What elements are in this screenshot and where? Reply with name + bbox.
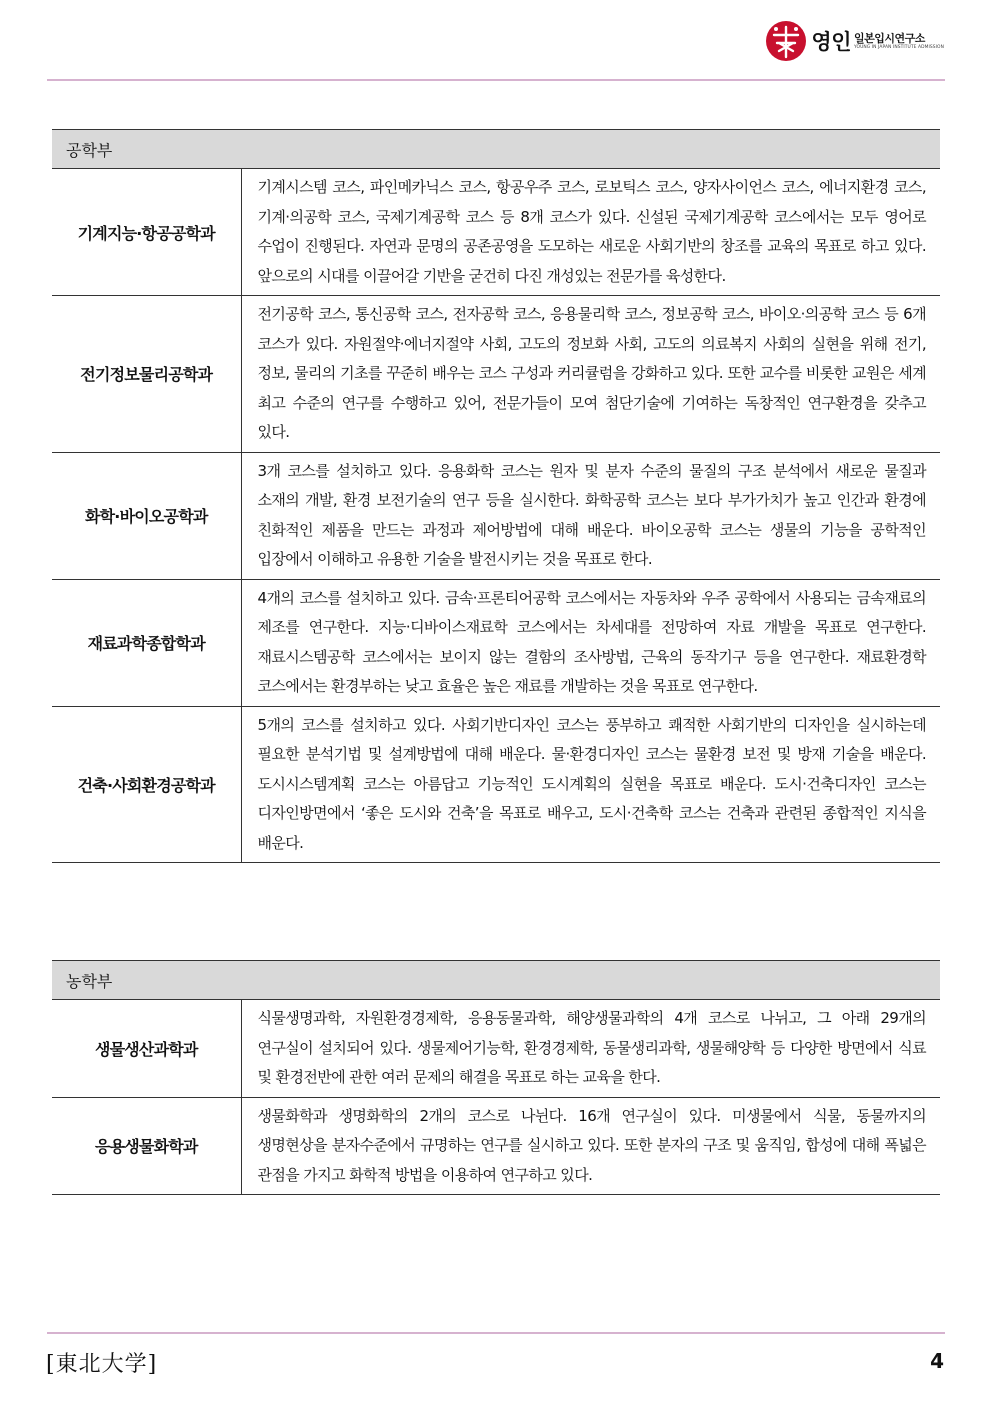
department-description: 5개의 코스를 설치하고 있다. 사회기반디자인 코스는 풍부하고 쾌적한 사회기반의 디자인을 실시하는데 필요한 분석기법 및 설계방법에 대해 배운다. 물·환경디자인 코스는 물환경 보전 및 방재 기술을 배운다. 도시시스템계획 코스는 아름답고 기능적인 도시계획의 실현을 목표로 배운다. 도시·건축디자인 코스는 디자인방면에서 ‘좋은 도시와 건축’을 목표로 배우고, 도시·건축학 코스는 건축과 관련된 종합적인 지식을 배운다. xyxy=(241,706,940,863)
department-name: 기계지능·항공공학과 xyxy=(52,169,241,296)
logo xyxy=(763,18,944,64)
department-name: 전기정보물리공학과 xyxy=(52,296,241,453)
engineering-table xyxy=(52,129,940,863)
table-row xyxy=(52,1000,940,1098)
logo-name: 영인 xyxy=(811,30,851,54)
page-number: 4 xyxy=(930,1349,944,1373)
section-title: 공학부 xyxy=(52,130,940,169)
department-description: 기계시스템 코스, 파인메카닉스 코스, 항공우주 코스, 로보틱스 코스, 양자사이언스 코스, 에너지환경 코스, 기계·의공학 코스, 국제기계공학 코스 등 8개 코스가 있다. 신설된 국제기계공학 코스에서는 모두 영어로 수업이 진행된다. 자연과 문명의 공존공영을 도모하는 새로운 사회기반의 창조를 교육의 목표로 하고 있다. 앞으로의 시대를 이끌어갈 기반을 굳건히 다진 개성있는 전문가를 육성한다. xyxy=(241,169,940,296)
table-row xyxy=(52,706,940,863)
footer-divider xyxy=(47,1332,945,1334)
agriculture-table xyxy=(52,960,940,1195)
department-description: 생물화학과 생명화학의 2개의 코스로 나뉜다. 16개 연구실이 있다. 미생물에서 식물, 동물까지의 생명현상을 분자수준에서 규명하는 연구를 실시하고 있다. 또한 분자의 구조 및 움직임, 합성에 대해 폭넓은 관점을 가지고 화학적 방법을 이용하여 연구하고 있다. xyxy=(241,1097,940,1195)
table-row xyxy=(52,169,940,296)
department-name: 응용생물화학과 xyxy=(52,1097,241,1195)
department-name: 화학·바이오공학과 xyxy=(52,452,241,579)
table-row xyxy=(52,296,940,453)
header-divider xyxy=(47,79,945,81)
table-row xyxy=(52,1097,940,1195)
logo-subtitle: 일본입시연구소 xyxy=(853,31,925,45)
department-description: 3개 코스를 설치하고 있다. 응용화학 코스는 원자 및 분자 수준의 물질의 구조 분석에서 새로운 물질과 소재의 개발, 환경 보전기술의 연구 등을 실시한다. 화학공학 코스는 보다 부가가치가 높고 인간과 환경에 친화적인 제품을 만드는 과정과 제어방법에 대해 배운다. 바이오공학 코스는 생물의 기능을 공학적인 입장에서 이해하고 유용한 기술을 발전시키는 것을 목표로 한다. xyxy=(241,452,940,579)
department-description: 전기공학 코스, 통신공학 코스, 전자공학 코스, 응용물리학 코스, 정보공학 코스, 바이오·의공학 코스 등 6개 코스가 있다. 자원절약·에너지절약 사회, 고도의 정보화 사회, 고도의 의료복지 사회의 실현을 위해 전기, 정보, 물리의 기초를 꾸준히 배우는 코스 구성과 커리큘럼을 강화하고 있다. 또한 교수를 비롯한 교원은 세계 최고 수준의 연구를 수행하고 있어, 전문가들이 모여 첨단기술에 기여하는 독창적인 연구환경을 갖추고 있다. xyxy=(241,296,940,453)
page-header xyxy=(0,0,992,80)
department-name: 건축·사회환경공학과 xyxy=(52,706,241,863)
department-description: 식물생명과학, 자원환경경제학, 응용동물과학, 해양생물과학의 4개 코스로 나뉘고, 그 아래 29개의 연구실이 설치되어 있다. 생물제어기능학, 환경경제학, 동물생리과학, 생물해양학 등 다양한 방면에서 식료 및 환경전반에 관한 여러 문제의 해결을 목표로 하는 교육을 한다. xyxy=(241,1000,940,1098)
university-name: [東北大学] xyxy=(46,1352,158,1377)
logo-tagline: YOUNG IN JAPAN INSTITUTE ADMISSION xyxy=(853,44,944,50)
department-description: 4개의 코스를 설치하고 있다. 금속·프론티어공학 코스에서는 자동차와 우주 공학에서 사용되는 금속재료의 제조를 연구한다. 지능·디바이스재료학 코스에서는 차세대를 전망하여 자료 개발을 목표로 연구한다. 재료시스템공학 코스에서는 보이지 않는 결함의 조사방법, 근육의 동작기구 등을 연구한다. 재료환경학 코스에서는 환경부하는 낮고 효율은 높은 재료를 개발하는 것을 목표로 연구한다. xyxy=(241,579,940,706)
table-row xyxy=(52,452,940,579)
department-name: 재료과학종합학과 xyxy=(52,579,241,706)
department-name: 생물생산과학과 xyxy=(52,1000,241,1098)
section-title: 농학부 xyxy=(52,961,940,1000)
table-row xyxy=(52,579,940,706)
logo-emblem-icon xyxy=(763,18,809,64)
